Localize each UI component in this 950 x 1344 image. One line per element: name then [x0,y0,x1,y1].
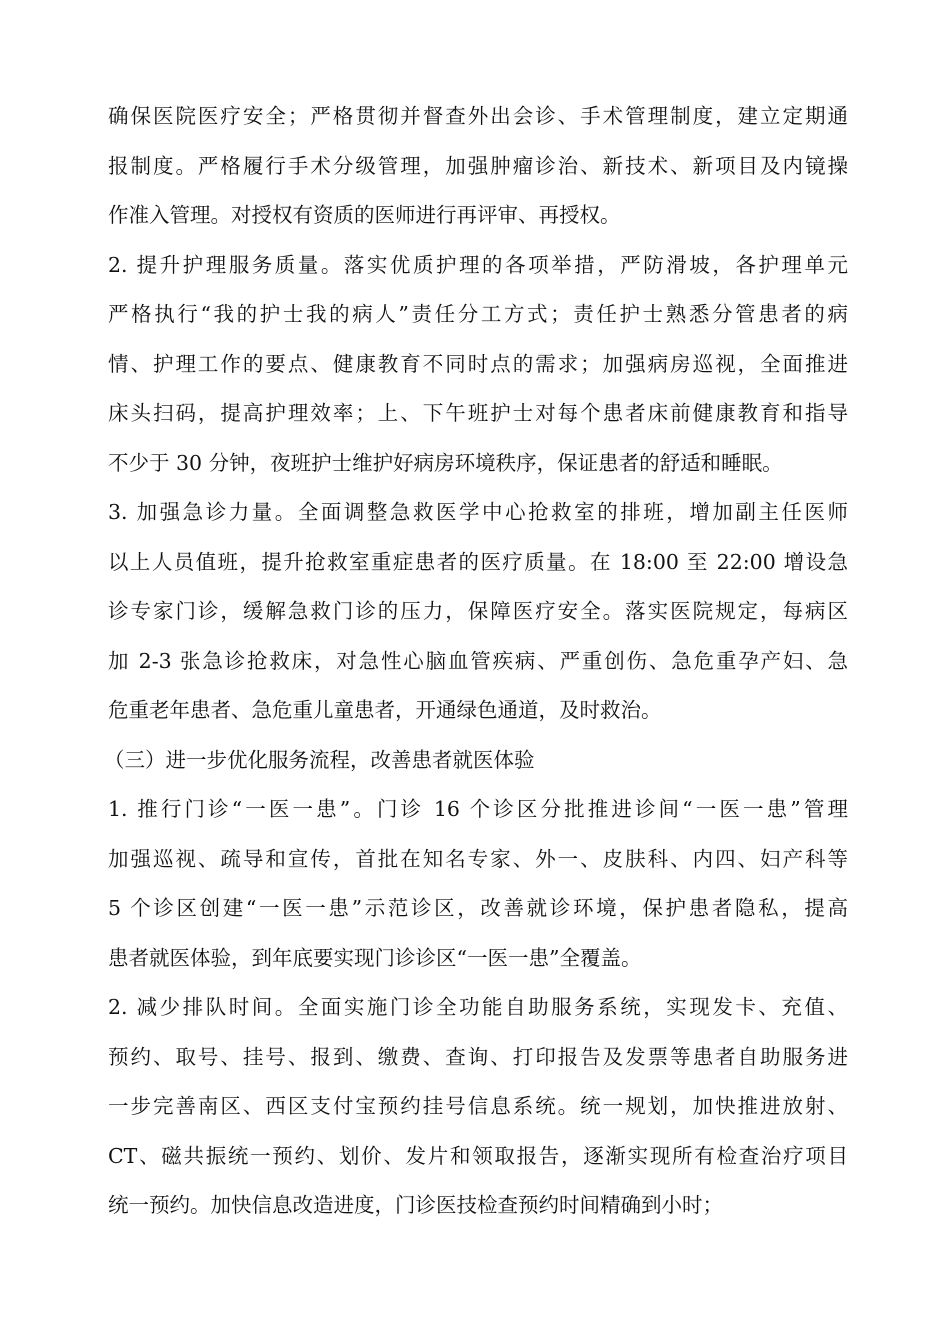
text-line: 一步完善南区、西区支付宝预约挂号信息系统。统一规划，加快推进放射、 [108,1094,848,1118]
text-line: 以上人员值班，提升抢救室重症患者的医疗质量。在 18:00 至 22:00 增设急 [108,549,848,574]
text-line: 1. 推行门诊“一医一患”。门诊 16 个诊区分批推进诊间“一医一患”管理 [108,797,848,821]
text-line: 作准入管理。对授权有资质的医师进行再评审、再授权。 [108,203,621,227]
text-line: 2. 提升护理服务质量。落实优质护理的各项举措，严防滑坡，各护理单元 [108,252,848,277]
text-line: 严格执行“我的护士我的病人”责任分工方式；责任护士熟悉分管患者的病 [108,302,848,326]
text-line: 统一预约。加快信息改造进度，门诊医技检查预约时间精确到小时； [108,1193,723,1217]
text-line: 患者就医体验，到年底要实现门诊诊区“一医一患”全覆盖。 [108,945,642,970]
text-line: 预约、取号、挂号、报到、缴费、查询、打印报告及发票等患者自助服务进 [108,1044,848,1069]
text-line: （三）进一步优化服务流程，改善患者就医体验 [104,747,535,772]
text-line: 情、护理工作的要点、健康教育不同时点的需求；加强病房巡视，全面推进 [108,351,848,376]
text-line: 加 2-3 张急诊抢救床，对急性心脑血管疾病、严重创伤、急危重孕产妇、急 [108,648,848,673]
text-line: CT、磁共振统一预约、划价、发片和领取报告，逐渐实现所有检查治疗项目 [108,1143,848,1168]
text-line: 床头扫码，提高护理效率；上、下午班护士对每个患者床前健康教育和指导 [108,401,848,425]
text-line: 3. 加强急诊力量。全面调整急救医学中心抢救室的排班，增加副主任医师 [108,500,848,524]
text-line: 5 个诊区创建“一医一患”示范诊区，改善就诊环境，保护患者隐私，提高 [108,896,848,920]
text-line: 危重老年患者、急危重儿童患者，开通绿色通道，及时救治。 [108,698,662,722]
text-line: 确保医院医疗安全；严格贯彻并督查外出会诊、手术管理制度，建立定期通 [108,104,848,128]
text-line: 诊专家门诊，缓解急救门诊的压力，保障医疗安全。落实医院规定，每病区 [108,599,848,623]
text-line: 报制度。严格履行手术分级管理，加强肿瘤诊治、新技术、新项目及内镜操 [108,153,848,178]
text-line: 加强巡视、疏导和宣传，首批在知名专家、外一、皮肤科、内四、妇产科等 [108,846,848,871]
document-body [104,92,848,1231]
text-line: 不少于 30 分钟，夜班护士维护好病房环境秩序，保证患者的舒适和睡眠。 [108,450,783,475]
text-line: 2. 减少排队时间。全面实施门诊全功能自助服务系统，实现发卡、充值、 [108,995,848,1019]
